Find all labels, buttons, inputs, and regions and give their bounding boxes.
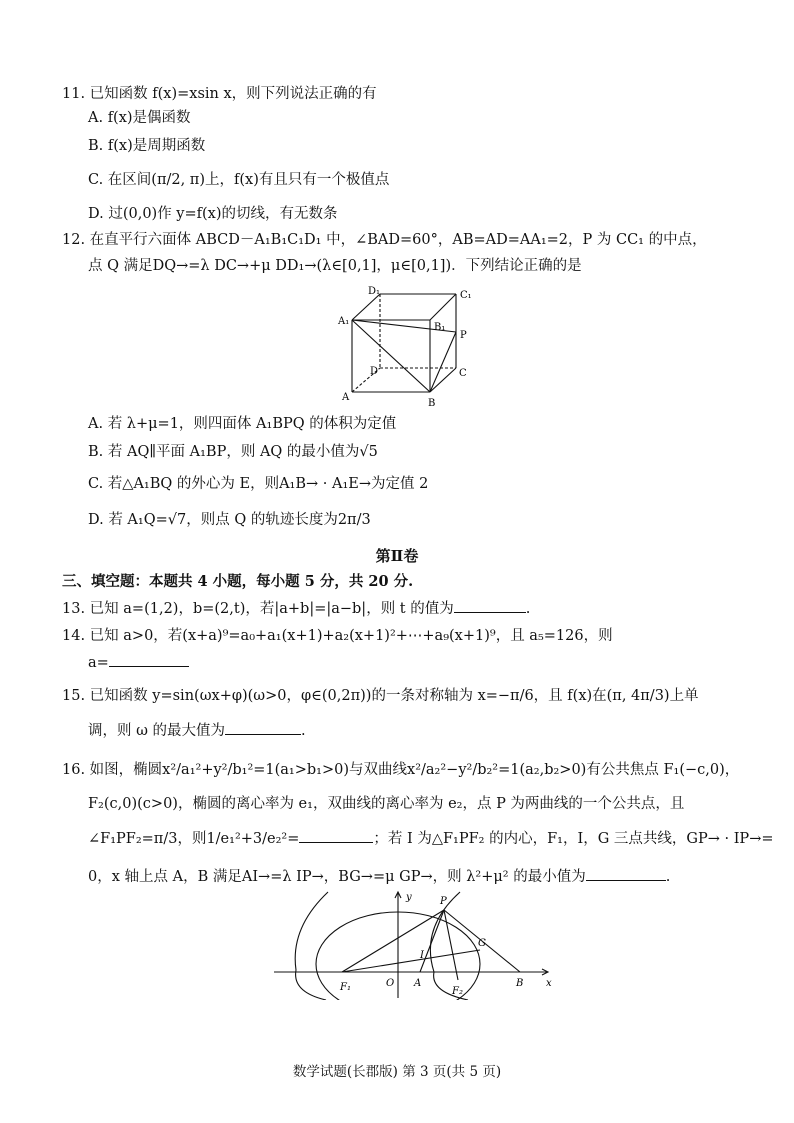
q13-answer-blank (454, 598, 526, 613)
q12-option-c: C. 若△A₁BQ 的外心为 E，则A₁B→ · A₁E→为定值 2 (88, 476, 429, 492)
label-f2: F₂ (452, 986, 463, 997)
q15-stem-end: 调，则 ω 的最大值为 (88, 723, 226, 739)
q16-line3-part1: ∠F₁PF₂=π/3，则1/e₁²+3/e₂²= (88, 831, 300, 847)
q15-line2: 调，则 ω 的最大值为 . (88, 720, 306, 741)
q13-stem: 13. 已知 a=(1,2)，b=(2,t)，若|a+b|=|a−b|，则 t 的值为 (62, 601, 454, 617)
q16-line2: F₂(c,0)(c>0)，椭圆的离心率为 e₁，双曲线的离心率为 e₂，点 P 为两曲线的一个公共点，且 (88, 796, 685, 812)
label-p: P (460, 330, 467, 341)
q16-line1: 16. 如图，椭圆x²/a₁²+y²/b₁²=1(a₁>b₁>0)与双曲线x²/a₂²−y²/b₂²=1(a₂,b₂>0)有公共焦点 F₁(−c,0)， (62, 762, 740, 778)
label-p: P (440, 896, 447, 907)
q11-option-a: A. f(x)是偶函数 (88, 110, 191, 126)
q12-prism-figure (330, 282, 490, 410)
label-a: A (414, 978, 422, 989)
label-c: C (459, 368, 467, 379)
page-footer: 数学试题(长郡版) 第 3 页(共 5 页) (292, 1064, 502, 1080)
q16-line3 (88, 828, 774, 849)
q11-option-d: D. 过(0,0)作 y=f(x)的切线，有无数条 (88, 206, 338, 222)
q16-answer-blank-2 (586, 866, 666, 881)
label-b: B (428, 398, 436, 409)
q16-line4-text: 0，x 轴上点 A，B 满足AI→=λ IP→，BG→=μ GP→，则 λ²+μ² 的最小值为 (88, 869, 586, 885)
label-b: B (516, 978, 524, 989)
q14-line1: 14. 已知 a>0，若(x+a)⁹=a₀+a₁(x+1)+a₂(x+1)²+⋯+a₉(x+1)⁹，且 a₅=126，则 (62, 628, 613, 644)
part-2-title: 第Ⅱ卷 (375, 547, 419, 565)
q12-option-a: A. 若 λ+μ=1，则四面体 A₁BPQ 的体积为定值 (88, 416, 397, 432)
q15-answer-blank (225, 720, 301, 735)
label-a1: A₁ (338, 316, 350, 327)
q11-stem: 11. 已知函数 f(x)=xsin x，则下列说法正确的有 (62, 86, 377, 102)
label-f1: F₁ (340, 982, 351, 993)
label-o: O (386, 978, 395, 989)
label-x-axis: x (546, 978, 552, 989)
label-a: A (342, 392, 350, 403)
q16-line4: 0，x 轴上点 A，B 满足AI→=λ IP→，BG→=μ GP→，则 λ²+μ² 的最小值为 . (88, 866, 670, 887)
q11-option-b: B. f(x)是周期函数 (88, 138, 206, 154)
q14-line2 (88, 652, 189, 673)
q14-a-label: a= (88, 655, 109, 671)
label-c1: C₁ (460, 290, 472, 301)
label-d1: D₁ (368, 286, 381, 297)
q12-stem-line1: 12. 在直平行六面体 ABCD－A₁B₁C₁D₁ 中，∠BAD=60°，AB=AD=AA₁=2，P 为 CC₁ 的中点， (62, 232, 707, 248)
q12-stem-line2: 点 Q 满足DQ→=λ DC→+μ DD₁→(λ∈[0,1]，μ∈[0,1])．下列结论正确的是 (88, 258, 582, 274)
label-i: I (420, 950, 424, 961)
label-d: D (370, 366, 379, 377)
label-g: G (478, 938, 486, 949)
section-3-heading: 三、填空题：本题共 4 小题，每小题 5 分，共 20 分. (62, 573, 414, 590)
label-b1: B₁ (434, 322, 446, 333)
q16-line3-part2: ；若 I 为△F₁PF₂ 的内心，F₁，I，G 三点共线，GP→ · IP→= (373, 831, 774, 847)
q14-answer-blank (109, 652, 189, 667)
q16-answer-blank-1 (299, 828, 373, 843)
q16-ellipse-hyperbola-figure (270, 888, 560, 1000)
q15-line1: 15. 已知函数 y=sin(ωx+φ)(ω>0，φ∈(0,2π))的一条对称轴为 x=−π/6，且 f(x)在(π, 4π/3)上单 (62, 688, 699, 704)
q11-option-c: C. 在区间(π/2, π)上，f(x)有且只有一个极值点 (88, 172, 390, 188)
label-y-axis: y (406, 892, 412, 903)
q13-text: 13. 已知 a=(1,2)，b=(2,t)，若|a+b|=|a−b|，则 t 的值为 . (62, 598, 530, 619)
q12-option-b: B. 若 AQ∥平面 A₁BP，则 AQ 的最小值为√5 (88, 444, 378, 460)
q12-option-d: D. 若 A₁Q=√7，则点 Q 的轨迹长度为2π/3 (88, 512, 371, 528)
